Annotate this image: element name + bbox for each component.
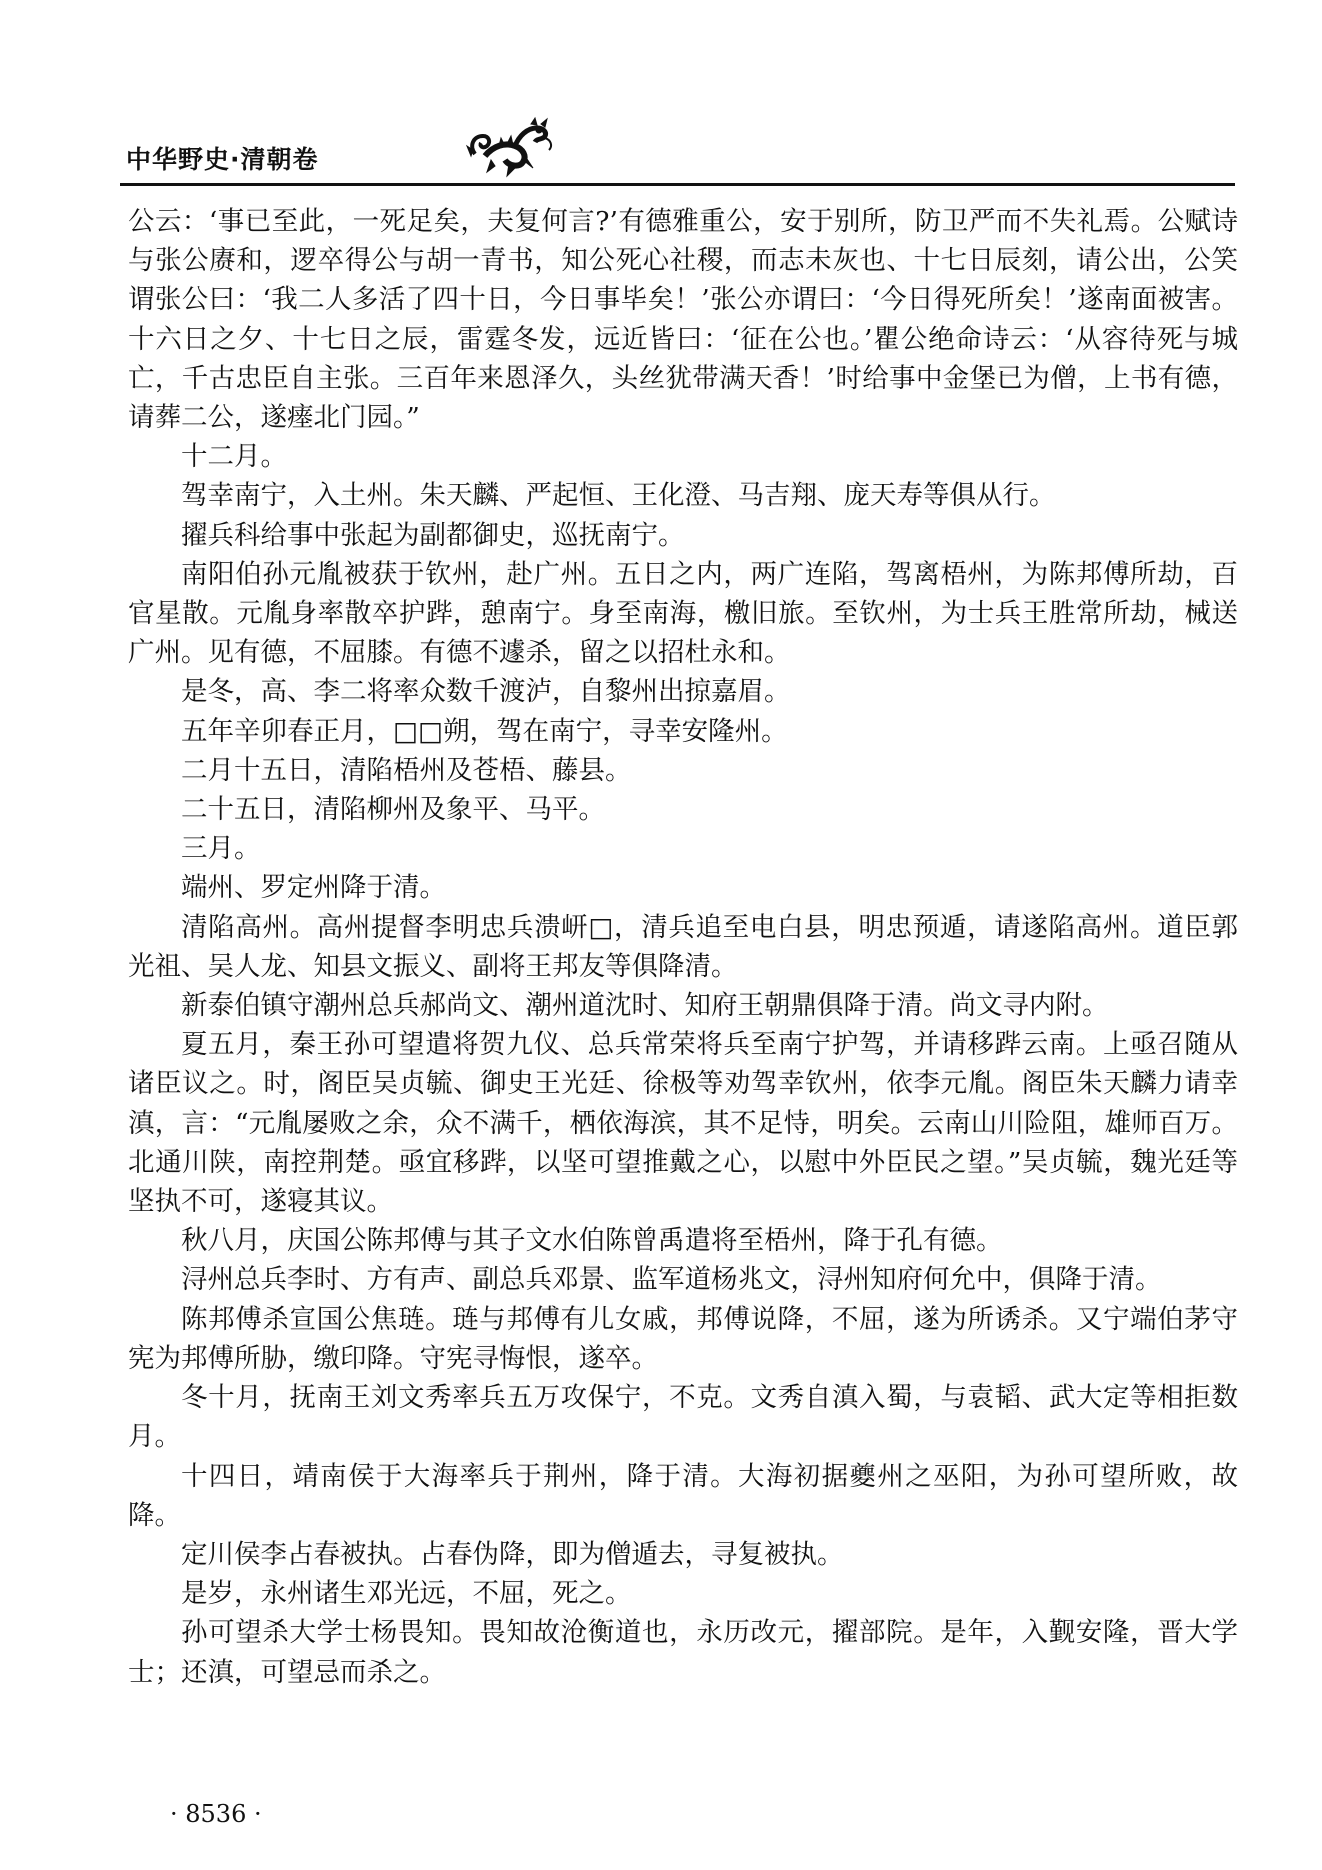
paragraph: 冬十月，抚南王刘文秀率兵五万攻保宁，不克。文秀自滇入蜀，与袁韬、武大定等相拒数月。: [128, 1382, 1238, 1453]
paragraph: 驾幸南宁，入土州。朱天麟、严起恒、王化澄、马吉翔、庞天寿等俱从行。: [181, 480, 1056, 512]
paragraph: 秋八月，庆国公陈邦傅与其子文水伯陈曾禹遣将至梧州，降于孔有德。: [181, 1225, 1003, 1257]
paragraph: 端州、罗定州降于清。: [181, 872, 446, 904]
book-title: 中华野史·清朝卷: [126, 145, 319, 174]
paragraph: 清陷高州。高州提督李明忠兵溃岍□，清兵追至电白县，明忠预遁，请遂陷高州。道臣郭光祖、吴人龙、知县文振义、副将王邦友等俱降清。: [128, 911, 1238, 982]
paragraph: 擢兵科给事中张起为副都御史，巡抚南宁。: [181, 519, 685, 551]
paragraph: 陈邦傅杀宣国公焦琏。琏与邦傅有儿女戚，邦傅说降，不屈，遂为所诱杀。又宁端伯茅守宪为邦傅所胁，缴印降。守宪寻悔恨，遂卒。: [128, 1303, 1238, 1374]
paragraph: 孙可望杀大学士杨畏知。畏知故沧衡道也，永历改元，擢部院。是年，入觐安隆，晋大学士；还滇，可望忌而杀之。: [128, 1617, 1238, 1688]
paragraph: 新泰伯镇守潮州总兵郝尚文、潮州道沈时、知府王朝鼎俱降于清。尚文寻内附。: [181, 990, 1109, 1022]
paragraph: 十二月。: [181, 441, 287, 473]
paragraph: 浔州总兵李时、方有声、副总兵邓景、监军道杨兆文，浔州知府何允中，俱降于清。: [181, 1264, 1162, 1296]
paragraph: 十四日，靖南侯于大海率兵于荆州，降于清。大海初据夔州之巫阳，为孙可望所败，故降。: [128, 1460, 1238, 1531]
dragon-logo-icon: [465, 116, 555, 180]
paragraph: 是岁，永州诸生邓光远，不屈，死之。: [181, 1578, 632, 1610]
paragraph: 公云：‘事已至此，一死足矣，夫复何言?’有德雅重公，安于别所，防卫严而不失礼焉。公赋诗与张公赓和，逻卒得公与胡一青书，知公死心社稷，而志未灰也、十七日辰刻，请公出，公笑谓张公曰：‘我二人多活了四十日，今日事毕矣！’张公亦谓曰：‘今日得死所矣！’遂南面被害。十六日之夕、十七日之辰，雷霆冬发，远近皆曰：‘征在公也。’瞿公绝命诗云：‘从容待死与城亡，千古忠臣自主张。三百年来恩泽久，头丝犹带满天香！’时给事中金堡已为僧，上书有德，请葬二公，遂瘗北门园。”: [128, 206, 1238, 434]
body-text: [128, 202, 1238, 1692]
paragraph: 二月十五日，清陷梧州及苍梧、藤县。: [181, 754, 632, 786]
paragraph: 夏五月，秦王孙可望遣将贺九仪、总兵常荣将兵至南宁护驾，并请移跸云南。上亟召随从诸臣议之。时，阁臣吴贞毓、御史王光廷、徐极等劝驾幸钦州，依李元胤。阁臣朱天麟力请幸滇，言：“元胤屡败之余，众不满千，栖依海滨，其不足恃，明矣。云南山川险阻，雄师百万。北通川陕，南控荆楚。亟宜移跸，以坚可望推戴之心，以慰中外臣民之望。”吴贞毓，魏光廷等坚执不可，遂寝其议。: [128, 1029, 1238, 1218]
paragraph: 二十五日，清陷柳州及象平、马平。: [181, 794, 605, 826]
paragraph: 三月。: [181, 833, 261, 865]
paragraph: 定川侯李占春被执。占春伪降，即为僧遁去，寻复被执。: [181, 1538, 844, 1570]
page-number: · 8536 ·: [170, 1800, 262, 1828]
header-rule: [120, 183, 1235, 186]
paragraph: 是冬，高、李二将率众数千渡泸，自黎州出掠嘉眉。: [181, 676, 791, 708]
paragraph: 五年辛卯春正月，□□朔，驾在南宁，寻幸安隆州。: [181, 715, 788, 747]
paragraph: 南阳伯孙元胤被获于钦州，赴广州。五日之内，两广连陷，驾离梧州，为陈邦傅所劫，百官星散。元胤身率散卒护跸，憩南宁。身至南海，檄旧旅。至钦州，为士兵王胜常所劫，械送广州。见有德，不屈膝。有德不遽杀，留之以招杜永和。: [128, 558, 1238, 669]
running-header: [120, 138, 1235, 190]
